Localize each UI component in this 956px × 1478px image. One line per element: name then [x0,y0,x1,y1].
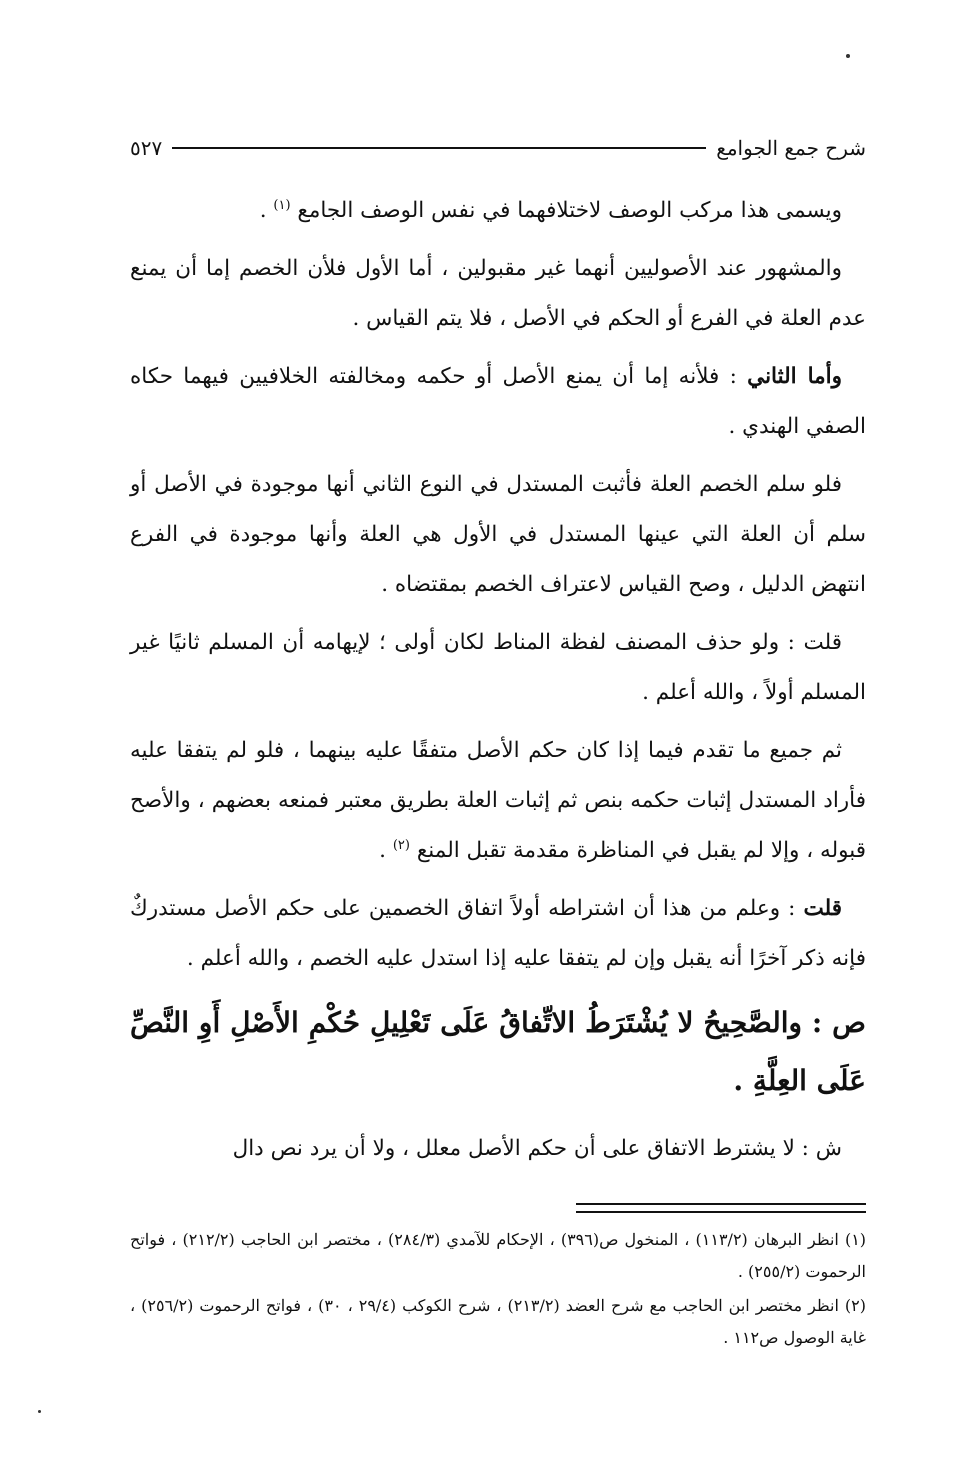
paragraph: فلو سلم الخصم العلة فأثبت المستدل في النوع الثاني أنها موجودة في الأصل أو سلم أن العلة التي عينها المستدل في الأول هي العلة وأنها موجودة في الفرع انتهض الدليل ، وصح القياس لاعتراف الخصم بمقتضاه . [130,472,866,597]
footnote-ref: (٢) [392,837,410,853]
page-number: ٥٢٧ [130,136,163,160]
paragraph-lead: وأما الثاني [747,364,842,389]
matn-text: ص : والصَّحِيحُ لا يُشْتَرَطُ الاتِّفاقُ عَلَى تَعْلِيلِ حُكْمِ الأَصْلِ أَوِ النَّصِّ عَلَى العِلَّةِ . [130,1006,866,1097]
paragraph-lead: قلت [803,896,842,921]
running-header [130,130,866,166]
paragraph: والمشهور عند الأصوليين أنهما غير مقبولين ، أما الأول فلأن الخصم إما أن يمنع عدم العلة في الفرع أو الحكم في الأصل ، فلا يتم القياس . [130,256,866,331]
scan-speck [38,1410,41,1413]
paragraph: ويسمى هذا مركب الوصف لاختلافهما في نفس الوصف الجامع $^{(١)}$ . [259,197,842,223]
paragraph: وأما الثاني : فلأنه إما أن يمنع الأصل أو حكمه ومخالفته الخلافيين فيهما حكاه الصفي الهندي . [130,364,866,439]
sharh-text: ش : لا يشترط الاتفاق على أن حكم الأصل معلل ، ولا أن يرد نص دال [232,1136,842,1161]
header-rule [172,147,706,149]
footnote: (١) انظر البرهان (١١٣/٢) ، المنخول ص(٣٩٦) ، الإحكام للآمدي (٢٨٤/٣) ، مختصر ابن الحاجب (٢١٢/٢) ، فواتح الرحموت (٢٥٥/٢) . [130,1230,867,1281]
footnote-ref: (١) [273,197,291,213]
footnotes [130,1224,866,1356]
footnote-separator [576,1203,866,1213]
paragraph: ثم جميع ما تقدم فيما إذا كان حكم الأصل متفقًا عليه بينهما ، فلو لم يتفقا عليه فأراد المستدل إثبات حكمه بنص ثم إثبات العلة بطريق معتبر فمنعه بعضهم ، والأصح قبوله ، وإلا لم يقبل في المناظرة مقدمة تقبل المنع $^{(٢)}$ . [130,738,866,863]
book-title: شرح جمع الجوامع [716,136,866,160]
footnote: (٢) انظر مختصر ابن الحاجب مع شرح العضد (٢١٣/٢) ، شرح الكوكب (٢٩/٤ ، ٣٠) ، فواتح الرحموت (٢٥٦/٢) ، غاية الوصول ص١١٢ . [130,1296,866,1347]
scan-speck [846,54,850,58]
paragraph: قلت : وعلم من هذا أن اشتراطه أولاً اتفاق الخصمين على حكم الأصل مستدركٌ فإنه ذكر آخرًا أنه يقبل وإن لم يتفقا عليه إذا استدل عليه الخصم ، والله أعلم . [130,896,866,971]
main-text [130,186,866,1182]
paragraph: قلت : ولو حذف المصنف لفظة المناط لكان أولى ؛ لإيهامه أن المسلم ثانيًا غير المسلم أولاً ، والله أعلم . [130,630,866,705]
